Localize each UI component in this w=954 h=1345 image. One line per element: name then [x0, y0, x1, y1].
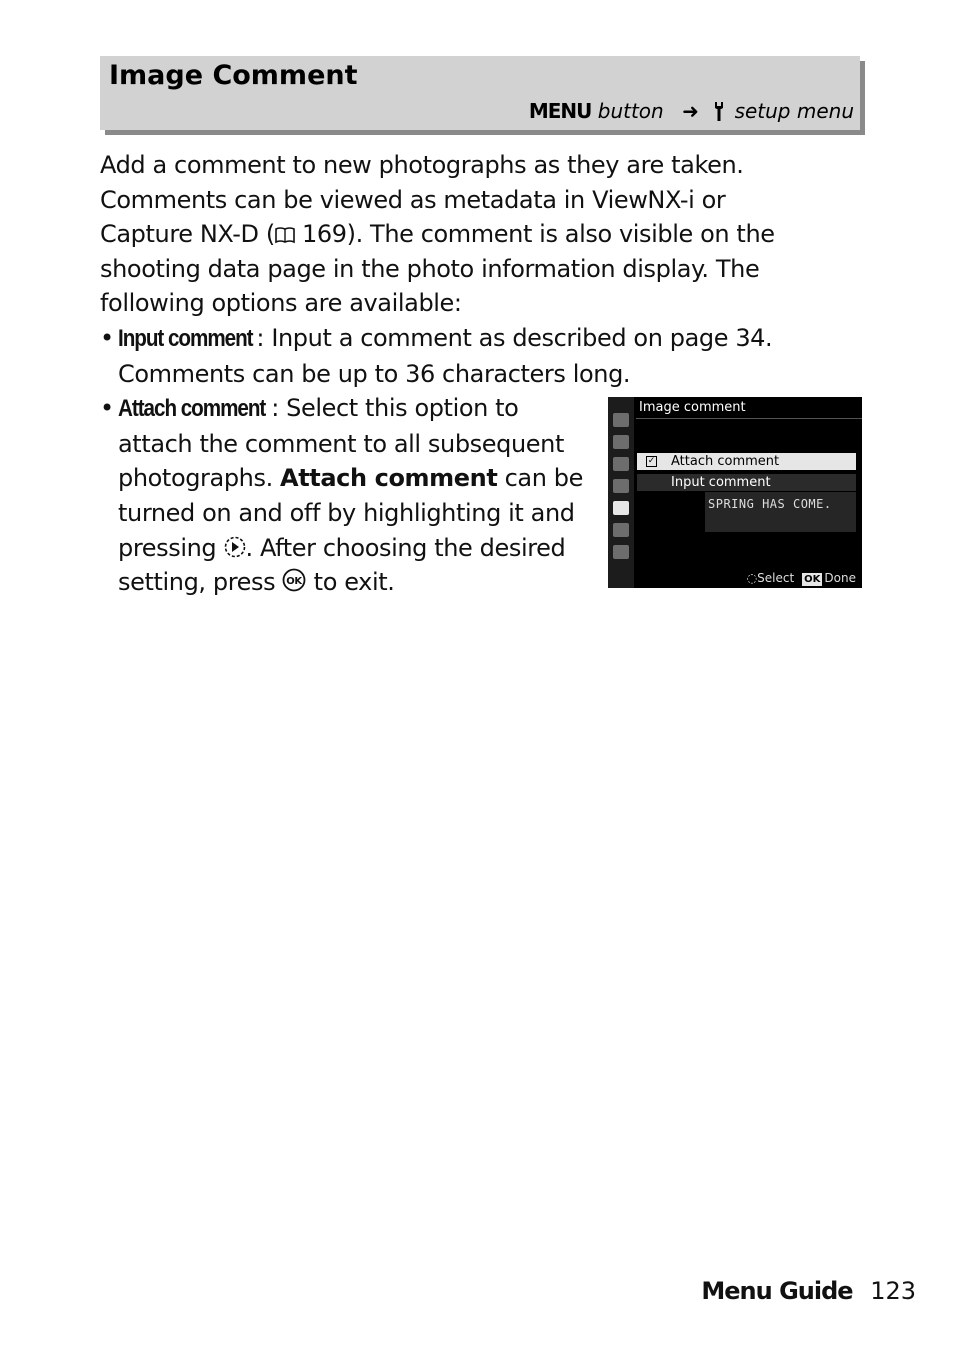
checkbox-icon: ✓	[647, 456, 656, 466]
bullet-dot: •	[100, 323, 114, 352]
comment-value: SPRING HAS COME.	[708, 497, 832, 511]
bullet-input-comment	[100, 321, 820, 391]
button-word: button	[597, 99, 664, 123]
page-footer	[701, 1277, 916, 1305]
bullet-dot: •	[100, 394, 114, 423]
section-name: Menu Guide	[701, 1277, 853, 1305]
setup-tab-icon	[613, 501, 629, 515]
divider	[636, 418, 862, 419]
intro-paragraph	[100, 148, 820, 321]
intro-text-b: ). The comment is also visible on the shooting data page in the photo information display. The following options are available:	[100, 220, 775, 318]
menu-path	[529, 99, 854, 123]
page-number: 123	[870, 1277, 916, 1305]
custom-settings-tab-icon	[613, 479, 629, 493]
menu-item-attach-comment[interactable]	[637, 453, 856, 470]
bullet-text-c: . After choosing the desired setting, press	[118, 533, 566, 597]
bullet-term: Input comment	[118, 324, 253, 352]
screen-footer	[747, 571, 856, 586]
wrench-icon	[713, 101, 725, 121]
svg-text:OK: OK	[286, 576, 303, 588]
comment-value-box	[705, 492, 856, 532]
arrow-icon: ➜	[682, 99, 699, 123]
multi-selector-icon: ◌	[746, 571, 758, 585]
ok-button-icon	[282, 568, 306, 592]
camera-screen	[608, 397, 862, 588]
multi-selector-right-icon	[224, 536, 246, 558]
reference-page-number: 169	[302, 220, 347, 249]
menu-item-label: Attach comment	[671, 454, 780, 469]
movie-tab-icon	[613, 457, 629, 471]
intro-text-a: Add a comment to new photographs as they are taken. Comments can be viewed as metadata in ViewNX-i or Capture NX-D (	[100, 151, 744, 249]
retouch-tab-icon	[613, 523, 629, 537]
bullet-text-d: to exit.	[306, 568, 395, 597]
select-hint: Select	[757, 571, 795, 585]
menu-item-label: Input comment	[671, 475, 771, 490]
bullet-text-b: can be turned on and off by highlighting it and pressing	[118, 464, 583, 562]
playback-tab-icon	[613, 413, 629, 427]
bullet-term: Attach comment	[118, 395, 266, 423]
bullet-text: : Input a comment as described on page 34. Comments can be up to 36 characters long.	[118, 323, 773, 388]
menu-button-label: MENU	[528, 99, 592, 123]
bold-term: Attach comment	[280, 464, 498, 493]
page-title: Image Comment	[109, 60, 358, 91]
my-menu-tab-icon	[613, 545, 629, 559]
menu-item-input-comment[interactable]	[637, 474, 856, 491]
menu-tab-sidebar	[608, 397, 634, 588]
book-reference-icon	[275, 226, 295, 244]
ok-badge: OK	[804, 574, 821, 585]
camera-tab-icon	[613, 435, 629, 449]
section-header	[100, 56, 860, 130]
done-hint: Done	[824, 571, 856, 585]
setup-menu-label: setup menu	[734, 99, 854, 123]
bullet-attach-comment	[100, 391, 588, 600]
screen-title: Image comment	[639, 400, 746, 415]
bullet-text-a: : Select this option to attach the comment to all subsequent photographs.	[118, 394, 564, 493]
